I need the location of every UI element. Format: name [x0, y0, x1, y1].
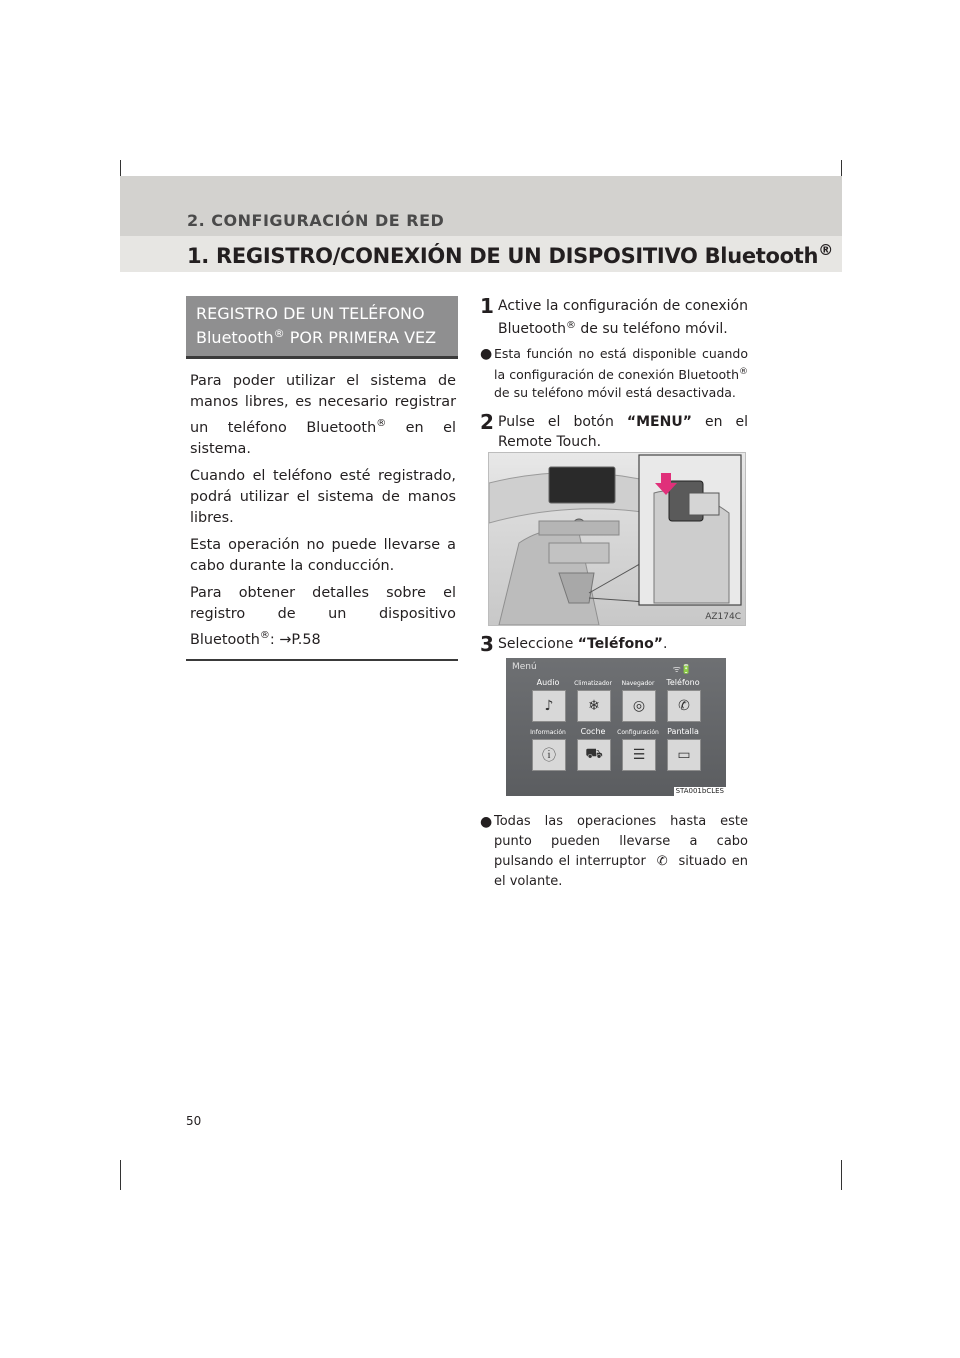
- menu-tile-telefono[interactable]: [667, 690, 701, 722]
- page-reference-link[interactable]: : →P.58: [269, 632, 321, 648]
- menu-label-audio: Audio: [536, 678, 560, 687]
- car-icon: ⛟: [585, 746, 603, 762]
- display-icon: ▭: [677, 747, 691, 763]
- dashboard-illustration: [488, 452, 746, 626]
- registered-mark: ®: [739, 367, 748, 377]
- step-1-text-a: Active la configuración de conexión Bluetooth: [498, 298, 748, 337]
- menu-label-climatizador: Climatizador: [574, 680, 612, 687]
- step-number: 1: [480, 294, 494, 318]
- settings-icon: ☰: [632, 747, 646, 763]
- step-3-text-b: .: [662, 636, 668, 652]
- bullet-1-text-b: de su teléfono móvil está desactivada.: [494, 385, 736, 400]
- menu-button-label: “MENU”: [626, 414, 692, 430]
- info-para-4a: Para obtener detalles sobre el registro de un dispositivo Bluetooth: [190, 585, 456, 648]
- right-column: [480, 296, 748, 452]
- phone-icon: ✆: [678, 698, 690, 714]
- info-para-4: [190, 583, 456, 651]
- figure-code: AZ174C: [705, 612, 741, 622]
- step-text: [494, 634, 748, 654]
- menu-tile-coche[interactable]: [577, 739, 611, 771]
- step-3-text-a: Seleccione: [498, 636, 578, 652]
- menu-label-pantalla: Pantalla: [667, 727, 699, 736]
- section-heading-line1: REGISTRO DE UN TELÉFONO: [196, 304, 425, 323]
- step-2-text-a: Pulse el botón: [498, 414, 627, 430]
- step-text: [494, 412, 748, 452]
- registered-mark: ®: [376, 418, 387, 429]
- menu-tile-pantalla[interactable]: [667, 739, 701, 771]
- menu-screen: [506, 658, 726, 796]
- step-number: 2: [480, 410, 494, 434]
- bullet-text: [494, 812, 748, 892]
- menu-tile-informacion[interactable]: [532, 739, 566, 771]
- bottom-note: [480, 806, 748, 892]
- menu-tile-configuracion[interactable]: [622, 739, 656, 771]
- menu-tile-audio[interactable]: [532, 690, 566, 722]
- climate-icon: ❄: [588, 698, 600, 714]
- phone-switch-icon: ✆: [656, 854, 668, 869]
- registered-mark: ®: [818, 241, 833, 259]
- bullet-2-text-a: Todas las operaciones hasta este punto pueden llevarse a cabo pulsando el interruptor: [494, 814, 748, 869]
- registered-mark: ®: [565, 320, 576, 331]
- section-heading: [186, 296, 458, 359]
- section-label: 2. CONFIGURACIÓN DE RED: [187, 211, 445, 230]
- menu-label-navegador: Navegador: [621, 680, 655, 687]
- bullet-2-text-b: situado en el volante.: [494, 854, 748, 889]
- info-para-1: [190, 371, 456, 460]
- dashboard-drawing: [489, 453, 745, 625]
- step-3: [480, 634, 748, 654]
- music-note-icon: ♪: [544, 698, 554, 714]
- page-number: 50: [186, 1114, 202, 1128]
- step-text: [494, 296, 748, 339]
- telefono-label: “Teléfono”: [577, 636, 663, 652]
- menu-tile-navegador[interactable]: [622, 690, 656, 722]
- bullet-note: [480, 812, 748, 892]
- info-para-2: Cuando el teléfono esté registrado, podrá utilizar el sistema de manos libres.: [190, 468, 456, 526]
- menu-label-informacion: Información: [530, 729, 566, 736]
- section-heading-line2: [196, 324, 448, 348]
- info-icon: ⓘ: [542, 748, 556, 764]
- bullet-note: [480, 345, 748, 402]
- page-title: [187, 241, 833, 268]
- step-number: 3: [480, 632, 494, 656]
- page-title-text: 1. REGISTRO/CONEXIÓN DE UN DISPOSITIVO Bluetooth: [187, 244, 819, 268]
- crop-mark: [841, 1160, 842, 1190]
- menu-label-configuracion: Configuración: [617, 729, 659, 736]
- figure-code: STA001bCLES: [675, 787, 724, 795]
- compass-icon: ◎: [632, 698, 646, 714]
- menu-tile-climatizador[interactable]: [577, 690, 611, 722]
- bullet-dot-icon: ●: [480, 346, 493, 362]
- step-2-text-b: en el Remote Touch.: [498, 414, 749, 450]
- step-2: [480, 412, 748, 452]
- step-1: [480, 296, 748, 339]
- menu-label-telefono: Teléfono: [666, 678, 700, 687]
- bullet-1-text-a: Esta función no está disponible cuando la configuración de conexión Bluetooth: [494, 346, 748, 382]
- registered-mark: ®: [259, 630, 270, 641]
- heading-rest: POR PRIMERA VEZ: [284, 328, 437, 347]
- info-para-1a: Para poder utilizar el sistema de manos libres, es necesario registrar un teléfono Bluetooth: [190, 373, 456, 436]
- menu-label-coche: Coche: [580, 727, 606, 736]
- bullet-dot-icon: ●: [480, 814, 493, 830]
- info-box: [186, 367, 458, 661]
- left-column: [186, 296, 458, 661]
- menu-title: Menú: [512, 662, 537, 672]
- registered-mark: ®: [273, 327, 285, 340]
- step-1-text-b: de su teléfono móvil.: [575, 321, 728, 337]
- status-icons: ᯤ🔋: [672, 665, 692, 675]
- bullet-text: [494, 345, 748, 402]
- info-para-3: Esta operación no puede llevarse a cabo durante la conducción.: [190, 537, 456, 574]
- info-para-1b: en el sistema.: [190, 420, 456, 457]
- heading-bluetooth: Bluetooth: [196, 328, 274, 347]
- crop-mark: [120, 1160, 121, 1190]
